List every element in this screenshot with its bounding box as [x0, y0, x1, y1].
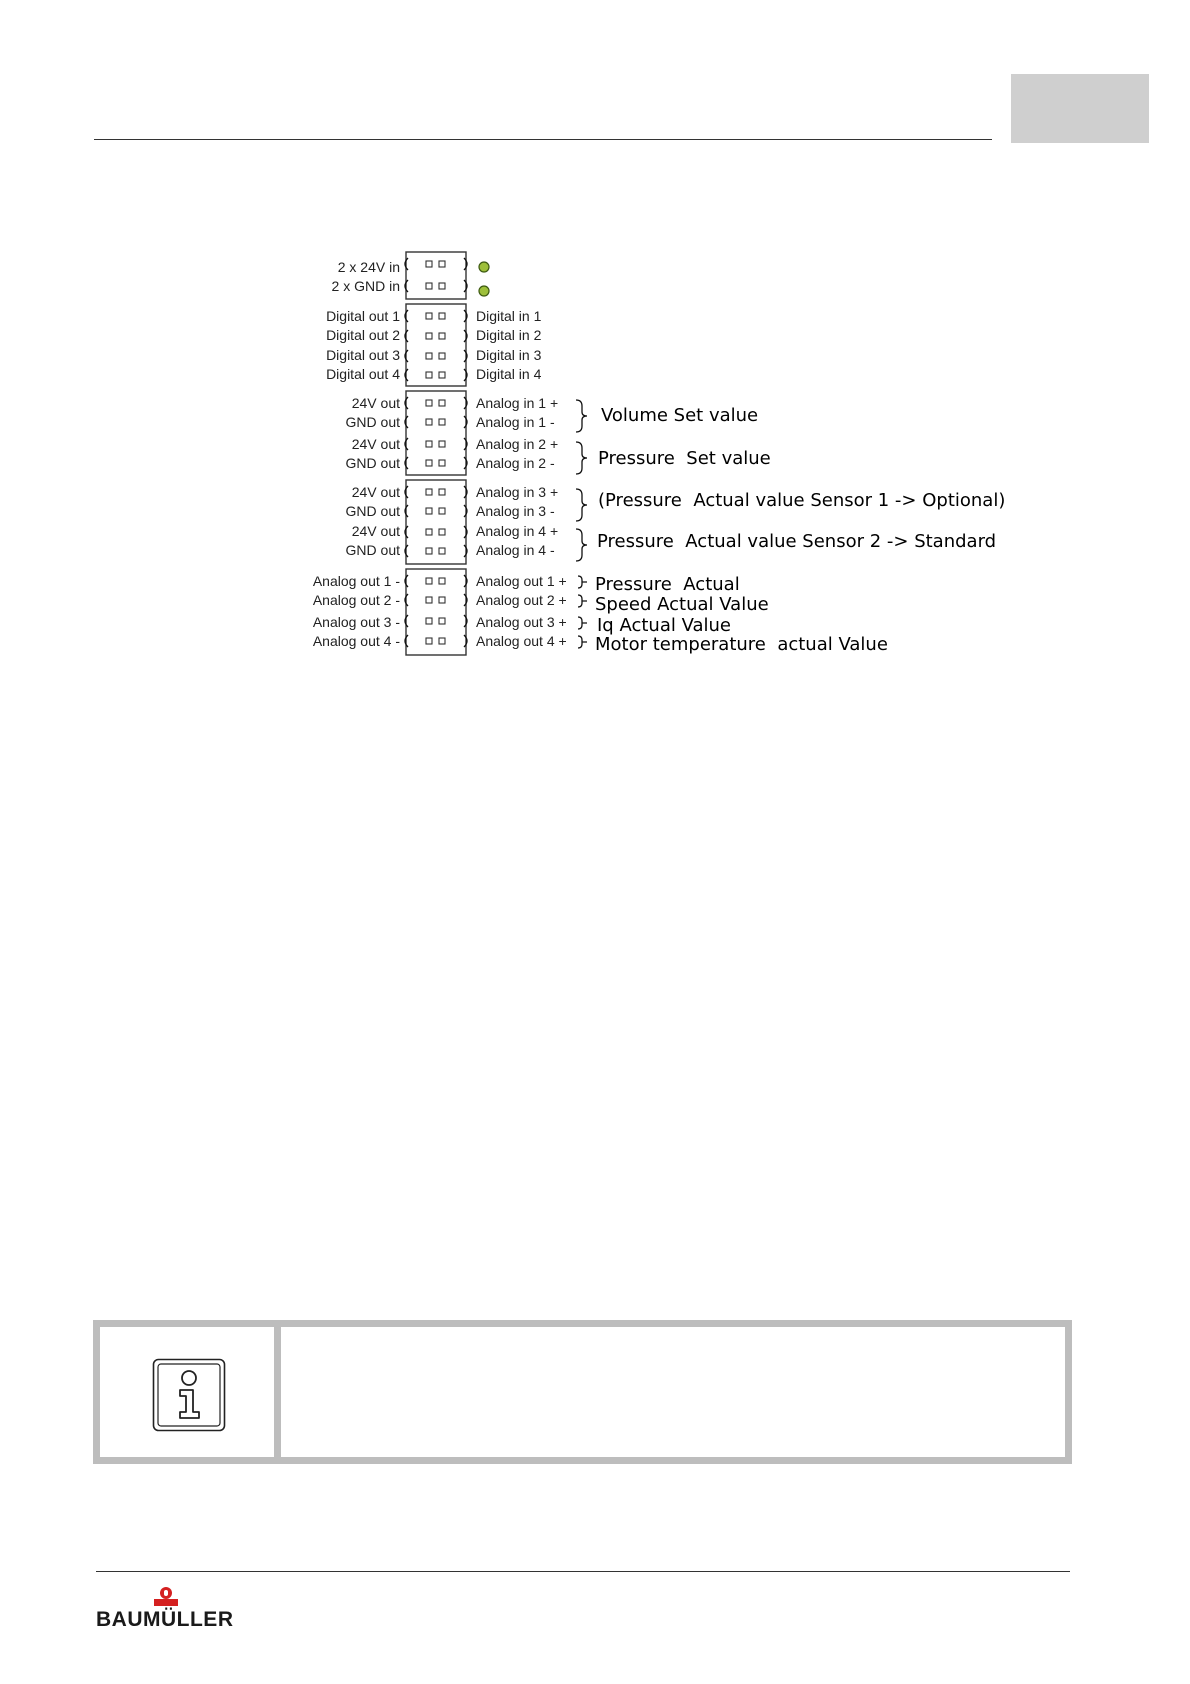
logo-text: BAUMÜLLER — [96, 1608, 234, 1631]
annotation-speed-actual: Speed Actual Value — [595, 594, 769, 615]
annotation-motor-temp: Motor temperature actual Value — [595, 634, 888, 655]
brace-pressure-set — [576, 442, 587, 474]
digital-in-label-1: Digital in 1 — [476, 308, 542, 324]
digital-in-label-2: Digital in 2 — [476, 327, 542, 343]
aina-left-label-3: 24V out — [351, 436, 400, 452]
power-label-1: 2 x 24V in — [337, 259, 400, 275]
aout-left-label-1: Analog out 1 - — [312, 573, 400, 589]
aina-left-label-1: 24V out — [351, 395, 400, 411]
aina-left-label-2: GND out — [345, 414, 400, 430]
connector-digital — [405, 304, 467, 386]
annotation-sensor-1: (Pressure Actual value Sensor 1 -> Optional) — [598, 490, 1006, 511]
analog-out-4p-label: Analog out 4 + — [476, 633, 567, 649]
connector-power — [405, 252, 467, 299]
annotation-sensor-2: Pressure Actual value Sensor 2 -> Standard — [597, 531, 997, 552]
annotation-iq-actual: Iq Actual Value — [597, 615, 731, 636]
baumueller-logo — [96, 1586, 246, 1634]
ainb-left-label-3: 24V out — [351, 523, 400, 539]
analog-out-2p-label: Analog out 2 + — [476, 592, 567, 608]
brace-aout-4 — [578, 636, 587, 648]
analog-in-4p-label: Analog in 4 + — [476, 523, 559, 539]
aina-left-label-4: GND out — [345, 455, 400, 471]
digital-out-label-2: Digital out 2 — [326, 327, 400, 343]
aout-left-label-2: Analog out 2 - — [312, 592, 400, 608]
annotation-pressure-set: Pressure Set value — [598, 448, 771, 469]
status-led-1 — [479, 262, 489, 272]
analog-out-3p-label: Analog out 3 + — [476, 614, 567, 630]
aout-left-label-3: Analog out 3 - — [312, 614, 400, 630]
analog-in-3p-label: Analog in 3 + — [476, 484, 559, 500]
brace-aout-1 — [578, 576, 587, 588]
brace-aout-2 — [578, 595, 587, 607]
connector-analog-in-a — [405, 391, 467, 475]
logo-mark-icon — [152, 1586, 180, 1608]
analog-in-2m-label: Analog in 2 - — [476, 455, 555, 471]
digital-in-label-3: Digital in 3 — [476, 347, 542, 363]
aout-left-label-4: Analog out 4 - — [312, 633, 400, 649]
connector-analog-in-b — [405, 480, 467, 564]
brace-sensor-1 — [576, 489, 587, 521]
ainb-left-label-4: GND out — [345, 542, 400, 558]
analog-out-1p-label: Analog out 1 + — [476, 573, 567, 589]
analog-in-3m-label: Analog in 3 - — [476, 503, 555, 519]
digital-out-label-4: Digital out 4 — [326, 366, 400, 382]
brace-aout-3 — [578, 617, 587, 629]
note-box — [93, 1320, 1072, 1464]
status-led-2 — [479, 286, 489, 296]
ainb-left-label-2: GND out — [345, 503, 400, 519]
connector-analog-out — [405, 569, 467, 655]
digital-out-label-1: Digital out 1 — [326, 308, 400, 324]
analog-in-1p-label: Analog in 1 + — [476, 395, 559, 411]
annotation-pressure-actual: Pressure Actual — [595, 574, 740, 595]
digital-out-label-3: Digital out 3 — [326, 347, 400, 363]
digital-in-label-4: Digital in 4 — [476, 366, 542, 382]
brace-volume — [576, 400, 587, 432]
ainb-left-label-1: 24V out — [351, 484, 400, 500]
brace-sensor-2 — [576, 529, 587, 561]
analog-in-1m-label: Analog in 1 - — [476, 414, 555, 430]
analog-in-2p-label: Analog in 2 + — [476, 436, 559, 452]
power-label-2: 2 x GND in — [331, 278, 400, 294]
footer-rule — [96, 1571, 1070, 1572]
terminal-diagram — [0, 0, 1190, 700]
info-icon — [152, 1358, 226, 1432]
analog-in-4m-label: Analog in 4 - — [476, 542, 555, 558]
annotation-volume-set: Volume Set value — [601, 405, 759, 426]
note-divider — [274, 1320, 281, 1464]
